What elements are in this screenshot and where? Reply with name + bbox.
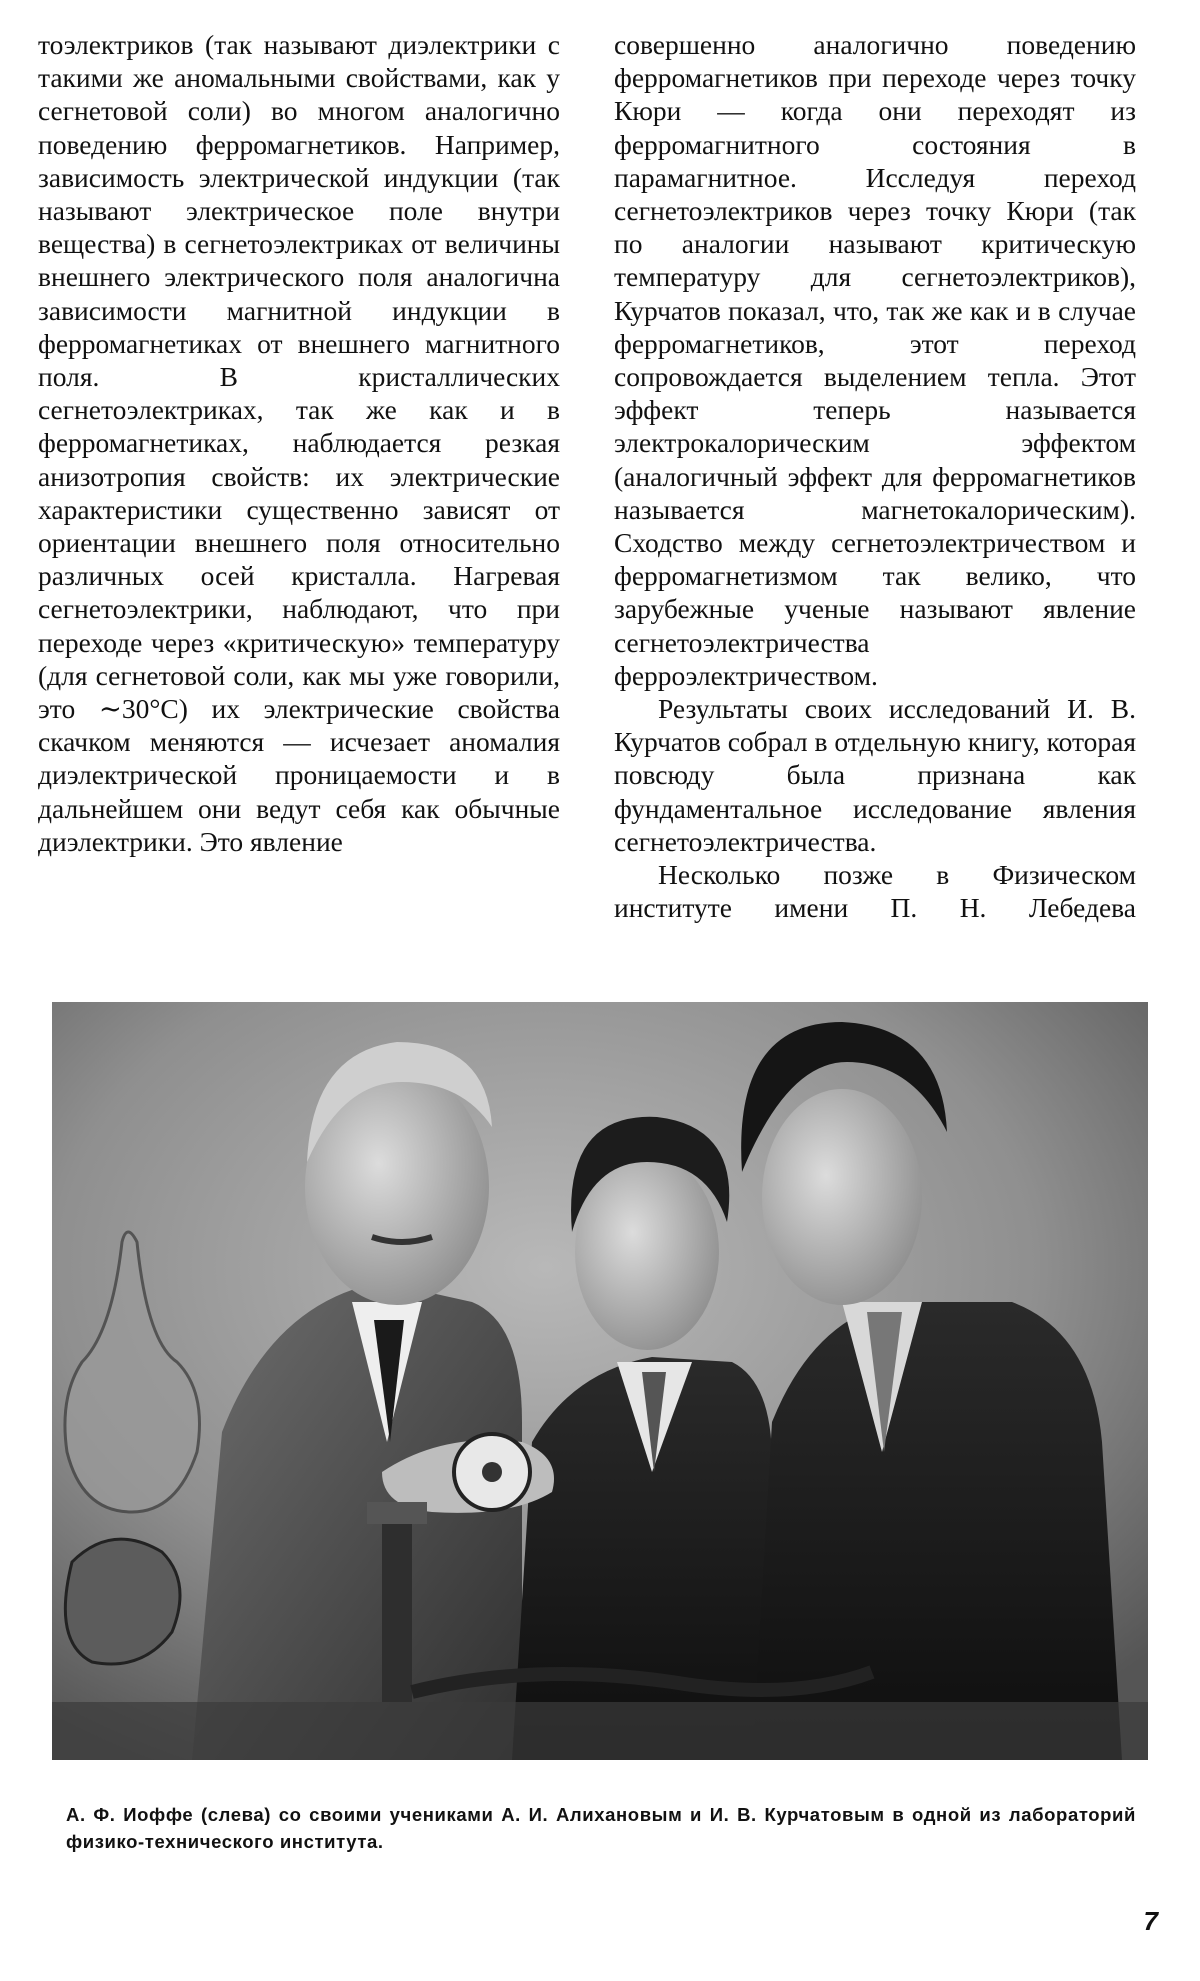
historical-photo — [52, 1002, 1148, 1760]
kurchatov-head — [762, 1089, 922, 1305]
right-column-paragraph-3: Несколько позже в Физическом институте имени П. Н. Лебедева — [614, 859, 1136, 924]
left-column-paragraph: тоэлектриков (так называют диэлектрики с такими же аномальными свойствами, как у сегнетовой соли) во многом аналогично поведению ферромагнетиков. Например, зависимость электрической индукции (так называют электрическое поле внутри вещества) в сегнетоэлектриках от величины внешнего электрического поля аналогична зависимости магнитной индукции в ферромагнетиках от внешнего магнитного поля. В кристаллических сегнетоэлектриках, так же как и в ферромагнетиках, наблюдается резкая анизотропия свойств: их электрические характеристики существенно зависят от ориентации внешнего поля относительно различных осей кристалла. Нагревая сегнетоэлектрики, наблюдают, что при переходе через «критическую» температуру (для сегнетовой соли, как мы уже говорили, это ∼30°С) их электрические свойства скачком меняются — исчезает аномалия диэлектрической проницаемости и в дальнейшем они ведут себя как обычные диэлектрики. Это явление — [38, 29, 560, 857]
left-text-column — [38, 28, 560, 858]
photo-illustration — [52, 1002, 1148, 1760]
right-column-paragraph-1: совершенно аналогично поведению ферромагнетиков при переходе через точку Кюри — когда они переходят из ферромагнитного состояния в парамагнитное. Исследуя переход сегнетоэлектриков через точку Кюри (так по аналогии называют критическую температуру для сегнетоэлектриков), Курчатов показал, что, так же как и в случае ферромагнетиков, этот переход сопровождается выделением тепла. Этот эффект теперь называется электрокалорическим эффектом (аналогичный эффект для ферромагнетиков называется магнетокалорическим). Сходство между сегнетоэлектричеством и ферромагнетизмом так велико, что зарубежные ученые называют явление сегнетоэлектричества ферроэлектричеством. — [614, 29, 1136, 691]
page-number: 7 — [1143, 1906, 1158, 1936]
right-column-paragraph-2: Результаты своих исследований И. В. Курчатов собрал в отдельную книгу, которая повсюду была признана как фундаментальное исследование явления сегнетоэлектричества. — [614, 693, 1136, 857]
apparatus-column — [382, 1502, 412, 1702]
photo-caption: А. Ф. Иоффе (слева) со своими учениками А. И. Алихановым и И. В. Курчатовым в одной из лабораторий физико-технического института. — [66, 1804, 1136, 1852]
right-text-column — [614, 28, 1136, 924]
